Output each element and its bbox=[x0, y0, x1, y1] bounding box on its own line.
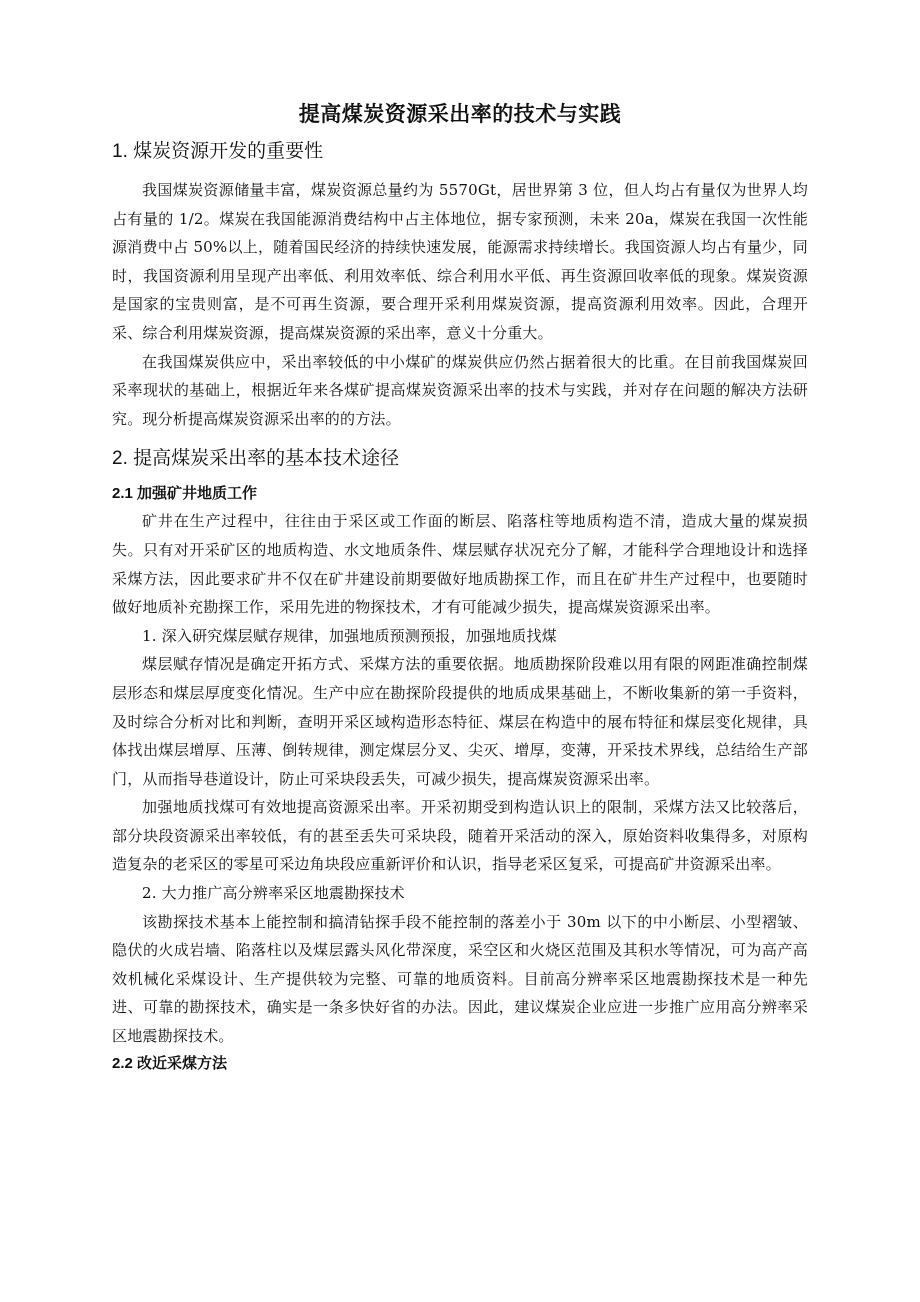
subsection-2-1-paragraph-2: 煤层赋存情况是确定开拓方式、采煤方法的重要依据。地质勘探阶段难以用有限的网距准确控制煤层形态和煤层厚度变化情况。生产中应在勘探阶段提供的地质成果基础上，不断收集新的第一手资料，及时综合分析对比和判断，查明开采区域构造形态特征、煤层在构造中的展布特征和煤层变化规律，具体找出煤层增厚、压薄、倒转规律，测定煤层分叉、尖灭、增厚，变薄，开采技术界线，总结给生产部门，从而指导巷道设计，防止可采块段丢失，可减少损失，提高煤炭资源采出率。 bbox=[112, 655, 808, 788]
section-1-paragraph-2: 在我国煤炭供应中，采出率较低的中小煤矿的煤炭供应仍然占据着很大的比重。在目前我国煤炭回采率现状的基础上，根据近年来各煤矿提高煤炭资源采出率的技术与实践，并对存在问题的解决方法研究。现分析提高煤炭资源采出率的的方法。 bbox=[112, 352, 808, 428]
document-title: 提高煤炭资源采出率的技术与实践 bbox=[298, 103, 622, 126]
subsection-2-1-item-1-heading: 1. 深入研究煤层赋存规律，加强地质预测预报，加强地质找煤 bbox=[142, 626, 557, 645]
subsection-2-1-paragraph-1: 矿井在生产过程中，往往由于采区或工作面的断层、陷落柱等地质构造不清，造成大量的煤炭损失。只有对开采矿区的地质构造、水文地质条件、煤层赋存状况充分了解，才能科学合理地设计和选择采煤方法，因此要求矿井不仅在矿井建设前期要做好地质勘探工作，而且在矿井生产过程中，也要随时做好地质补充勘探工作，采用先进的物探技术，才有可能减少损失，提高煤炭资源采出率。 bbox=[112, 512, 808, 617]
subsection-2-1-paragraph-4: 该勘探技术基本上能控制和搞清钻探手段不能控制的落差小于 30m 以下的中小断层、小型褶皱、隐伏的火成岩墙、陷落柱以及煤层露头风化带深度，采空区和火烧区范围及其积水等情况，可为高产高效机械化采煤设计、生产提供较为完整、可靠的地质资料。目前高分辨率采区地震勘探技术是一种先进、可靠的勘探技术，确实是一条多快好省的办法。因此，建议煤炭企业应进一步推广应用高分辨率采区地震勘探技术。 bbox=[112, 912, 808, 1046]
section-1-heading: 1. 煤炭资源开发的重要性 bbox=[112, 141, 324, 162]
document-page bbox=[112, 100, 808, 1077]
subsection-2-1-item-2-heading: 2. 大力推广高分辨率采区地震勘探技术 bbox=[142, 884, 405, 903]
section-2-heading: 2. 提高煤炭采出率的基本技术途径 bbox=[112, 448, 400, 470]
subsection-2-2-heading: 2.2 改近采煤方法 bbox=[112, 1054, 228, 1072]
section-1-paragraph-1: 我国煤炭资源储量丰富，煤炭资源总量约为 5570Gt，居世界第 3 位，但人均占有量仅为世界人均占有量的 1/2。煤炭在我国能源消费结构中占主体地位，据专家预测，未来 20a，煤炭在我国一次性能源消费中占 50%以上，随着国民经济的持续快速发展，能源需求持续增长。我国资源人均占有量少，同时，我国资源利用呈现产出率低、利用效率低、综合利用水平低、再生资源回收率低的现象。煤炭资源是国家的宝贵则富，是不可再生资源，要合理开采利用煤炭资源，提高资源利用效率。因此，合理开采、综合利用煤炭资源，提高煤炭资源的采出率，意义十分重大。 bbox=[112, 181, 808, 342]
subsection-2-1-heading: 2.1 加强矿井地质工作 bbox=[112, 485, 258, 503]
subsection-2-1-paragraph-3: 加强地质找煤可有效地提高资源采出率。开采初期受到构造认识上的限制，采煤方法又比较落后，部分块段资源采出率较低，有的甚至丢失可采块段，随着开采活动的深入，原始资料收集得多，对原构造复杂的老采区的零星可采边角块段应重新评价和认识，指导老采区复采，可提高矿井资源采出率。 bbox=[112, 798, 808, 874]
